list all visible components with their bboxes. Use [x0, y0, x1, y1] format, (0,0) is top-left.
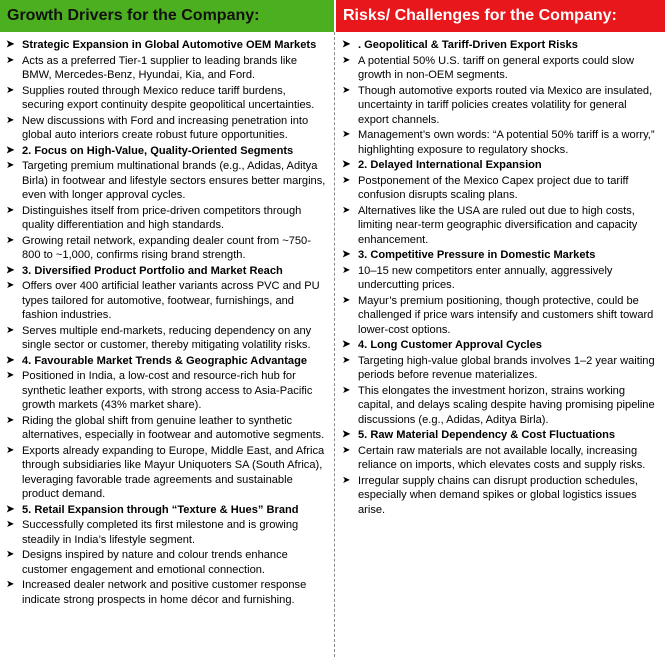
- bullet-text: Offers over 400 artificial leather variants across PVC and PU types tailored for automotive, footwear, furnishings, and fashion industries.: [22, 280, 320, 321]
- arrow-bullet-icon: ➤: [6, 280, 15, 291]
- bullet-text: 4. Favourable Market Trends & Geographic Advantage: [22, 354, 308, 367]
- bullet-item: [6, 54, 328, 83]
- arrow-bullet-icon: ➤: [6, 324, 15, 336]
- section-heading: [342, 428, 659, 443]
- growth-drivers-list: [0, 32, 334, 607]
- arrow-bullet-icon: ➤: [6, 264, 15, 276]
- arrow-bullet-icon: ➤: [6, 114, 15, 126]
- arrow-bullet-icon: ➤: [6, 579, 15, 590]
- bullet-text: Increased dealer network and positive customer response indicate strong prospects in home décor and furnishing.: [22, 579, 307, 606]
- section-heading: [342, 158, 659, 173]
- bullet-text: Targeting high-value global brands involves 1–2 year waiting periods before revenue materializes.: [358, 354, 655, 381]
- arrow-bullet-icon: ➤: [6, 39, 15, 50]
- arrow-bullet-icon: ➤: [6, 234, 15, 246]
- risks-list: [336, 32, 665, 517]
- bullet-text: 5. Retail Expansion through “Texture & Hues” Brand: [22, 503, 299, 516]
- arrow-bullet-icon: ➤: [6, 354, 15, 366]
- bullet-text: Serves multiple end-markets, reducing dependency on any single sector or customer, thereby mitigating volatility risks.: [22, 324, 312, 351]
- bullet-text: A potential 50% U.S. tariff on general exports could slow growth in non-OEM segments.: [358, 54, 635, 81]
- bullet-text: 5. Raw Material Dependency & Cost Fluctuations: [358, 429, 616, 441]
- bullet-text: Mayur’s premium positioning, though protective, could be challenged if price wars intensify and customers shift toward lower-cost options.: [358, 294, 654, 336]
- arrow-bullet-icon: ➤: [342, 84, 351, 96]
- bullet-text: Riding the global shift from genuine leather to synthetic alternatives, especially in footwear and automotive segments.: [22, 414, 325, 441]
- arrow-bullet-icon: ➤: [342, 204, 351, 216]
- bullet-item: [6, 114, 328, 143]
- bullet-text: Positioned in India, a low-cost and resource-rich hub for synthetic leather exports, with strong access to Asia-Pacific growth markets (43% market share).: [22, 370, 313, 411]
- bullet-text: 4. Long Customer Approval Cycles: [358, 339, 542, 351]
- bullet-item: [6, 159, 328, 203]
- bullet-item: [6, 414, 328, 443]
- bullet-text: 10–15 new competitors enter annually, aggressively undercutting prices.: [358, 264, 613, 291]
- bullet-text: Strategic Expansion in Global Automotive OEM Markets: [22, 39, 317, 51]
- arrow-bullet-icon: ➤: [342, 474, 351, 486]
- bullet-text: Irregular supply chains can disrupt production schedules, especially when demand spikes or global logistics issues arise.: [358, 474, 638, 516]
- bullet-text: Postponement of the Mexico Capex project due to tariff confusion disrupts scaling plans.: [358, 174, 629, 201]
- arrow-bullet-icon: ➤: [342, 249, 351, 260]
- arrow-bullet-icon: ➤: [342, 264, 351, 276]
- bullet-text: Management’s own words: “A potential 50% tariff is a worry,” highlighting exposure to regulatory shocks.: [358, 129, 655, 156]
- arrow-bullet-icon: ➤: [6, 519, 15, 530]
- bullet-item: [342, 354, 659, 383]
- section-heading: [6, 354, 328, 369]
- section-heading: [342, 338, 659, 353]
- bullet-text: 2. Focus on High-Value, Quality-Oriented Segments: [22, 144, 294, 157]
- bullet-item: [342, 474, 659, 518]
- bullet-text: Exports already expanding to Europe, Middle East, and Africa through subsidiaries like Mayur Uniquoters SA (South Africa), leveraging favorable trade agreements and sustainable product demand.: [22, 444, 325, 500]
- column-divider: [334, 32, 335, 657]
- arrow-bullet-icon: ➤: [342, 444, 351, 456]
- arrow-bullet-icon: ➤: [342, 384, 351, 396]
- bullet-text: Distinguishes itself from price-driven competitors through quality differentiation and high standards.: [22, 204, 302, 231]
- bullet-text: . Geopolitical & Tariff-Driven Export Risks: [358, 39, 578, 51]
- bullet-item: [6, 548, 328, 577]
- section-heading: [342, 248, 659, 263]
- bullet-item: [6, 578, 328, 607]
- arrow-bullet-icon: ➤: [6, 204, 15, 216]
- arrow-bullet-icon: ➤: [342, 159, 351, 170]
- bullet-item: [6, 369, 328, 413]
- bullet-text: Certain raw materials are not available locally, increasing reliance on imports, which elevates costs and supply risks.: [358, 444, 646, 471]
- bullet-item: [6, 518, 328, 547]
- bullet-item: [6, 324, 328, 353]
- arrow-bullet-icon: ➤: [6, 444, 15, 456]
- bullet-item: [342, 174, 659, 203]
- bullet-text: This elongates the investment horizon, strains working capital, and delays scaling despite having promising pipeline discussions (e.g., Adidas, Aditya Birla).: [358, 384, 655, 426]
- risks-header: Risks/ Challenges for the Company:: [336, 0, 665, 32]
- bullet-text: 2. Delayed International Expansion: [358, 159, 542, 171]
- bullet-text: Targeting premium multinational brands (e.g., Adidas, Aditya Birla) in footwear and lifestyle sectors ensures better margins, even with longer approval cycles.: [22, 160, 326, 201]
- section-heading: [342, 38, 659, 53]
- section-heading: [6, 144, 328, 159]
- section-heading: [6, 38, 328, 53]
- bullet-text: Growing retail network, expanding dealer count from ~750-800 to ~1,000, confirms rising brand strength.: [22, 234, 311, 261]
- arrow-bullet-icon: ➤: [6, 370, 15, 381]
- arrow-bullet-icon: ➤: [342, 429, 351, 440]
- section-heading: [6, 264, 328, 279]
- arrow-bullet-icon: ➤: [342, 339, 351, 350]
- section-heading: [6, 503, 328, 518]
- arrow-bullet-icon: ➤: [342, 39, 351, 50]
- bullet-item: [342, 264, 659, 293]
- bullet-item: [342, 384, 659, 428]
- risks-column: [336, 0, 665, 657]
- bullet-item: [6, 204, 328, 233]
- arrow-bullet-icon: ➤: [6, 160, 15, 171]
- arrow-bullet-icon: ➤: [342, 174, 351, 186]
- arrow-bullet-icon: ➤: [342, 54, 351, 66]
- bullet-text: Supplies routed through Mexico reduce tariff burdens, securing export continuity despite geopolitical uncertainties.: [22, 84, 315, 111]
- bullet-text: Alternatives like the USA are ruled out due to high costs, limiting near-term geographic diversification and capacity enhancement.: [358, 204, 638, 246]
- bullet-item: [6, 444, 328, 502]
- arrow-bullet-icon: ➤: [6, 549, 15, 560]
- arrow-bullet-icon: ➤: [342, 294, 351, 306]
- bullet-text: 3. Competitive Pressure in Domestic Markets: [358, 249, 596, 261]
- bullet-text: 3. Diversified Product Portfolio and Market Reach: [22, 264, 283, 277]
- arrow-bullet-icon: ➤: [6, 503, 15, 515]
- bullet-item: [342, 294, 659, 338]
- growth-drivers-header: Growth Drivers for the Company:: [0, 0, 334, 32]
- bullet-text: New discussions with Ford and increasing penetration into global auto interiors create robust future opportunities.: [22, 114, 309, 141]
- arrow-bullet-icon: ➤: [6, 84, 15, 96]
- bullet-text: Acts as a preferred Tier-1 supplier to leading brands like BMW, Mercedes-Benz, Hyundai, Kia, and Ford.: [22, 54, 298, 81]
- bullet-text: Successfully completed its first milestone and is growing steadily in India’s lifestyle segment.: [22, 519, 299, 546]
- bullet-item: [342, 84, 659, 128]
- arrow-bullet-icon: ➤: [342, 129, 351, 140]
- bullet-item: [342, 444, 659, 473]
- arrow-bullet-icon: ➤: [342, 354, 351, 366]
- bullet-item: [342, 54, 659, 83]
- bullet-item: [342, 204, 659, 248]
- bullet-item: [342, 128, 659, 157]
- bullet-item: [6, 279, 328, 323]
- bullet-item: [6, 234, 328, 263]
- arrow-bullet-icon: ➤: [6, 144, 15, 156]
- arrow-bullet-icon: ➤: [6, 414, 15, 426]
- bullet-text: Though automotive exports routed via Mexico are insulated, uncertainty in tariff policies creates volatility for general export channels.: [358, 84, 653, 126]
- bullet-item: [6, 84, 328, 113]
- arrow-bullet-icon: ➤: [6, 54, 15, 66]
- bullet-text: Designs inspired by nature and colour trends enhance customer engagement and emotional connection.: [22, 549, 288, 576]
